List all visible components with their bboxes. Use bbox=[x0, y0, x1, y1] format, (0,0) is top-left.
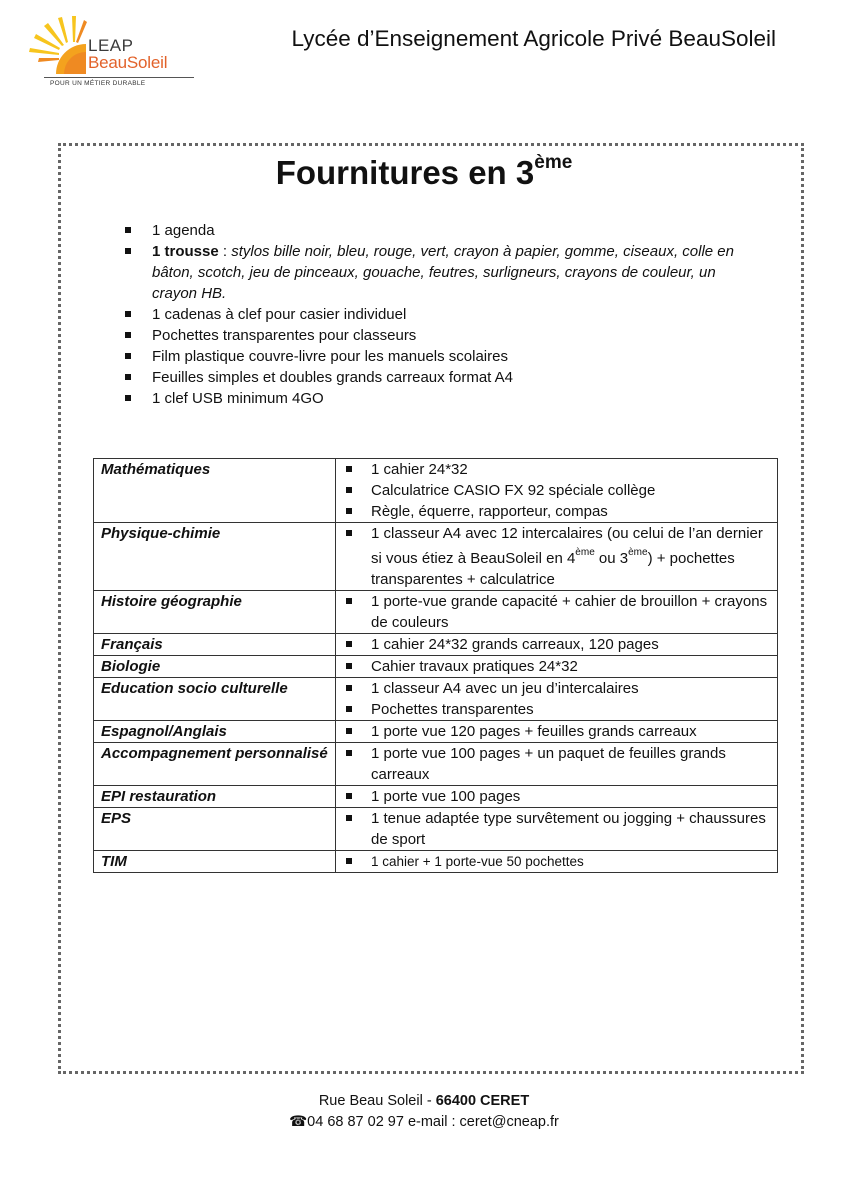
list-item bbox=[343, 808, 771, 850]
list-item bbox=[343, 721, 771, 742]
item-text: 1 cahier 24*32 grands carreaux, 120 pages bbox=[371, 636, 659, 653]
title-superscript: ème bbox=[534, 152, 573, 173]
square-bullet-icon bbox=[346, 487, 352, 493]
square-bullet-icon bbox=[346, 466, 352, 472]
list-item bbox=[343, 786, 771, 807]
item-superscript: ème bbox=[575, 547, 595, 558]
square-bullet-icon bbox=[346, 598, 352, 604]
page-title bbox=[0, 154, 848, 192]
square-bullet-icon bbox=[125, 311, 131, 317]
item-text: Calculatrice CASIO FX 92 spéciale collège bbox=[371, 482, 656, 499]
square-bullet-icon bbox=[125, 248, 131, 254]
subjects-table bbox=[93, 458, 778, 873]
list-item bbox=[125, 388, 745, 409]
table-row bbox=[94, 721, 778, 743]
subject-cell: TIM bbox=[94, 851, 336, 873]
item-text: 1 porte vue 100 pages + un paquet de feuilles grands carreaux bbox=[371, 745, 726, 783]
square-bullet-icon bbox=[346, 728, 352, 734]
list-item bbox=[343, 501, 771, 522]
supply-agenda: 1 agenda bbox=[152, 222, 215, 239]
supply-film: Film plastique couvre-livre pour les manuels scolaires bbox=[152, 348, 508, 365]
square-bullet-icon bbox=[346, 858, 352, 864]
item-text: 1 porte vue 100 pages bbox=[371, 788, 521, 805]
table-row bbox=[94, 851, 778, 873]
items-cell bbox=[336, 743, 778, 786]
square-bullet-icon bbox=[125, 332, 131, 338]
item-text: 1 classeur A4 avec un jeu d’intercalaires bbox=[371, 680, 639, 697]
supply-feuilles: Feuilles simples et doubles grands carreaux format A4 bbox=[152, 369, 514, 386]
table-row bbox=[94, 656, 778, 678]
list-item bbox=[125, 304, 745, 325]
table-row bbox=[94, 808, 778, 851]
subject-cell: EPI restauration bbox=[94, 786, 336, 808]
footer-address bbox=[0, 1091, 848, 1133]
square-bullet-icon bbox=[346, 750, 352, 756]
title-text: Fournitures en 3 bbox=[275, 154, 535, 191]
item-text: 1 cahier 24*32 bbox=[371, 461, 468, 478]
table-row bbox=[94, 743, 778, 786]
subject-cell: Physique-chimie bbox=[94, 523, 336, 591]
square-bullet-icon bbox=[125, 374, 131, 380]
list-item bbox=[343, 699, 771, 720]
subject-cell: Français bbox=[94, 634, 336, 656]
list-item bbox=[343, 678, 771, 699]
items-cell bbox=[336, 851, 778, 873]
footer-line-contact bbox=[0, 1112, 848, 1133]
square-bullet-icon bbox=[346, 706, 352, 712]
list-item bbox=[125, 346, 745, 367]
list-item bbox=[125, 325, 745, 346]
item-text: ) + pochettes transparentes + calculatrice bbox=[371, 550, 735, 588]
square-bullet-icon bbox=[346, 663, 352, 669]
list-item bbox=[343, 851, 771, 872]
item-text: 1 cahier + 1 porte-vue 50 pochettes bbox=[371, 854, 584, 869]
footer-city: 66400 CERET bbox=[435, 1093, 530, 1109]
item-text: Cahier travaux pratiques 24*32 bbox=[371, 658, 578, 675]
item-text: Règle, équerre, rapporteur, compas bbox=[371, 503, 608, 520]
list-item bbox=[125, 220, 745, 241]
subject-cell: Espagnol/Anglais bbox=[94, 721, 336, 743]
list-item bbox=[125, 367, 745, 388]
supply-cadenas: 1 cadenas à clef pour casier individuel bbox=[152, 306, 407, 323]
item-text: 1 porte vue 120 pages + feuilles grands carreaux bbox=[371, 723, 697, 740]
supply-usb: 1 clef USB minimum 4GO bbox=[152, 390, 324, 407]
square-bullet-icon bbox=[346, 685, 352, 691]
list-item bbox=[343, 480, 771, 501]
phone-icon: ☎ bbox=[289, 1114, 308, 1130]
table-row bbox=[94, 523, 778, 591]
item-superscript: ème bbox=[628, 547, 648, 558]
items-cell bbox=[336, 459, 778, 523]
items-cell bbox=[336, 678, 778, 721]
subject-cell: Histoire géographie bbox=[94, 591, 336, 634]
logo-text-beausoleil: BeauSoleil bbox=[88, 53, 168, 72]
items-cell bbox=[336, 634, 778, 656]
supply-trousse-separator: : bbox=[218, 243, 232, 260]
subject-cell: Biologie bbox=[94, 656, 336, 678]
square-bullet-icon bbox=[346, 508, 352, 514]
items-cell bbox=[336, 591, 778, 634]
subject-cell: Education socio culturelle bbox=[94, 678, 336, 721]
school-logo bbox=[26, 12, 186, 92]
table-row bbox=[94, 459, 778, 523]
square-bullet-icon bbox=[125, 353, 131, 359]
table-row bbox=[94, 634, 778, 656]
item-text: 1 tenue adaptée type survêtement ou jogging + chaussures de sport bbox=[371, 810, 766, 848]
supply-pochettes: Pochettes transparentes pour classeurs bbox=[152, 327, 417, 344]
square-bullet-icon bbox=[125, 227, 131, 233]
sun-logo-icon bbox=[26, 12, 88, 76]
item-text: Pochettes transparentes bbox=[371, 701, 534, 718]
table-row bbox=[94, 786, 778, 808]
list-item bbox=[343, 523, 771, 590]
list-item bbox=[343, 591, 771, 633]
item-text: ou 3 bbox=[594, 550, 629, 567]
square-bullet-icon bbox=[346, 793, 352, 799]
logo-divider bbox=[44, 77, 194, 78]
table-row bbox=[94, 678, 778, 721]
item-text: 1 classeur A4 avec 12 intercalaires (ou celui de l’an dernier si vous étiez à BeauSoleil en 4 bbox=[371, 525, 763, 567]
subject-cell: EPS bbox=[94, 808, 336, 851]
items-cell bbox=[336, 656, 778, 678]
items-cell bbox=[336, 721, 778, 743]
list-item bbox=[343, 656, 771, 677]
items-cell bbox=[336, 786, 778, 808]
footer-street: Rue Beau Soleil - bbox=[318, 1093, 436, 1109]
footer-line-address bbox=[0, 1091, 848, 1112]
square-bullet-icon bbox=[346, 530, 352, 536]
subject-cell: Mathématiques bbox=[94, 459, 336, 523]
school-name: Lycée d’Enseignement Agricole Privé BeauSoleil bbox=[291, 26, 776, 51]
square-bullet-icon bbox=[346, 815, 352, 821]
supplies-list bbox=[125, 220, 745, 409]
logo-text-leap: LEAP bbox=[88, 36, 134, 55]
list-item bbox=[343, 743, 771, 785]
footer-contact: 04 68 87 02 97 e-mail : ceret@cneap.fr bbox=[307, 1114, 559, 1130]
supply-trousse-detail: stylos bille noir, bleu, rouge, vert, crayon à papier, gomme, ciseaux, colle en bâton, scotch, jeu de pinceaux, gouache, feutres, surligneurs, crayons de couleur, un crayon HB. bbox=[152, 243, 734, 302]
subject-cell: Accompagnement personnalisé bbox=[94, 743, 336, 786]
square-bullet-icon bbox=[125, 395, 131, 401]
square-bullet-icon bbox=[346, 641, 352, 647]
item-text: 1 porte-vue grande capacité + cahier de brouillon + crayons de couleurs bbox=[371, 593, 768, 631]
list-item bbox=[343, 459, 771, 480]
items-cell bbox=[336, 523, 778, 591]
table-row bbox=[94, 591, 778, 634]
logo-tagline: POUR UN MÉTIER DURABLE bbox=[50, 80, 146, 87]
items-cell bbox=[336, 808, 778, 851]
list-item bbox=[343, 634, 771, 655]
list-item bbox=[125, 241, 745, 304]
supply-trousse-label: 1 trousse bbox=[152, 243, 219, 260]
